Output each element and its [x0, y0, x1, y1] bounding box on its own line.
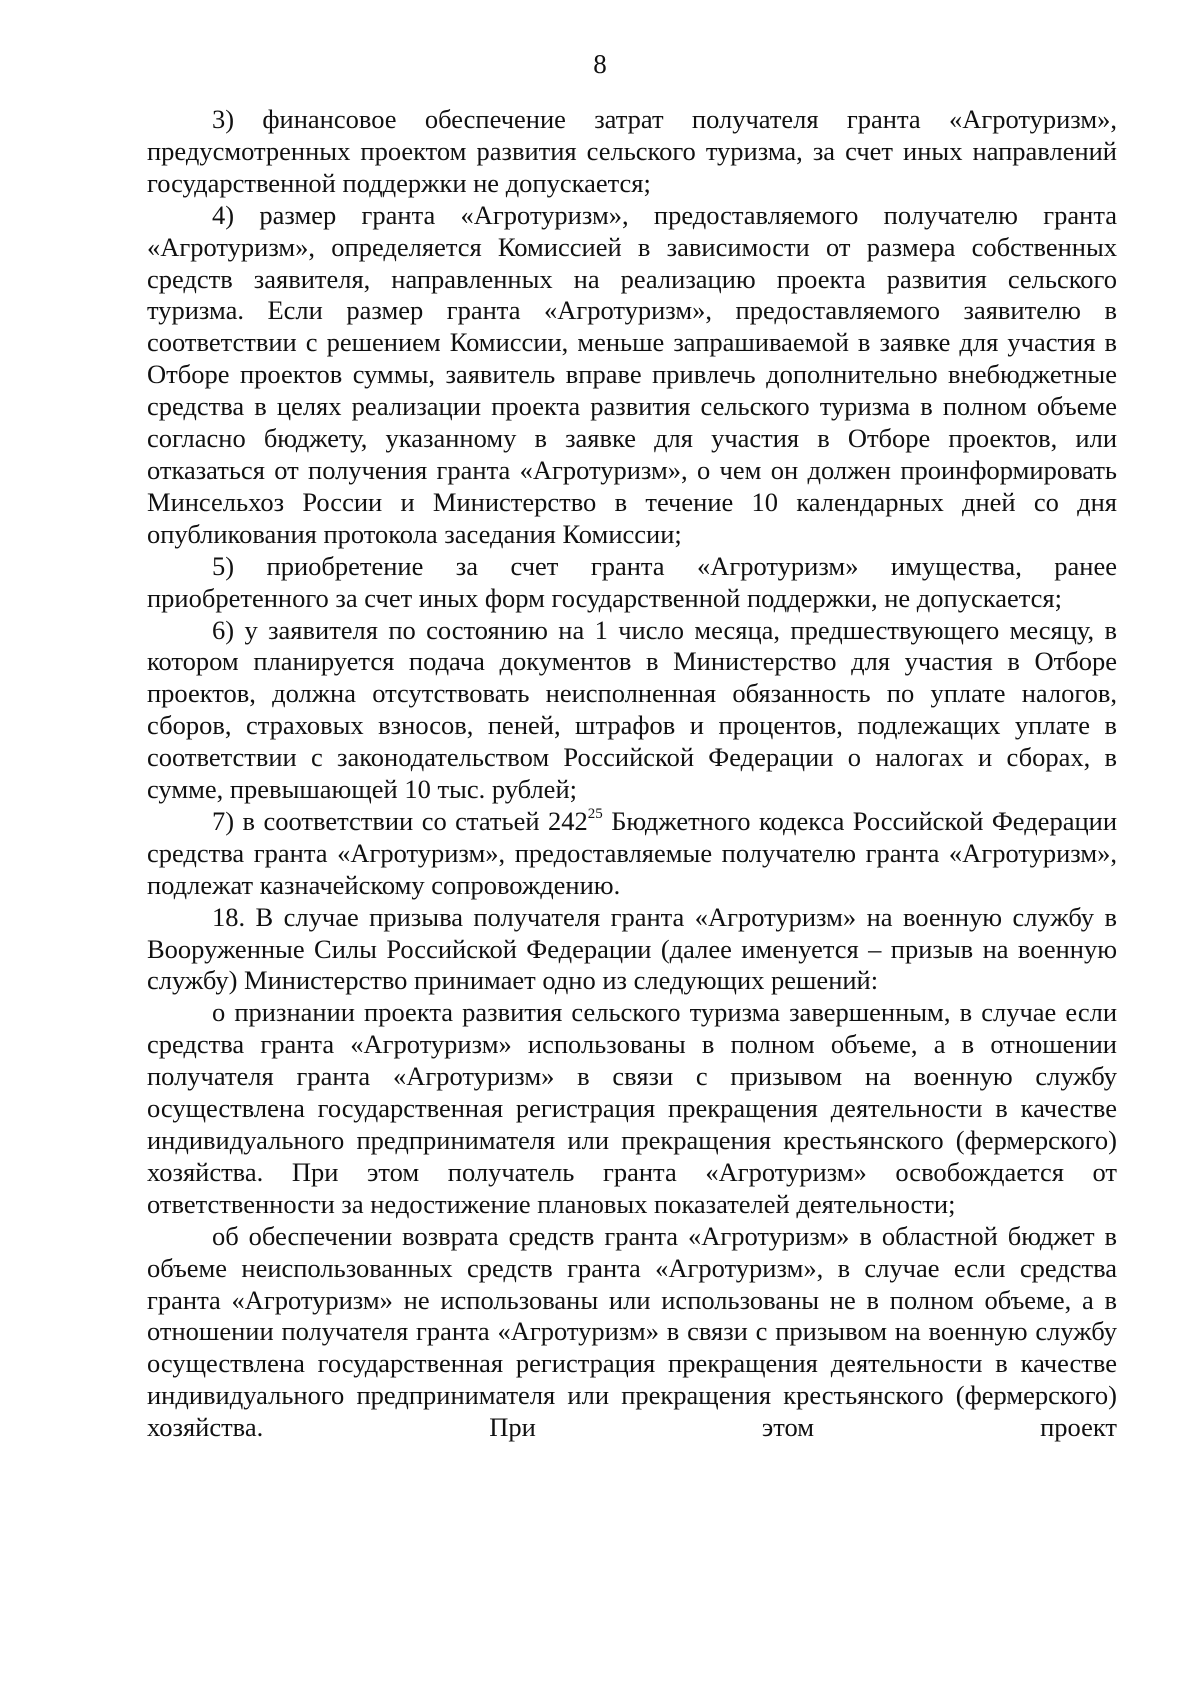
paragraph-item-5: 5) приобретение за счет гранта «Агротуризм» имущества, ранее приобретенного за счет иных форм государственной поддержки, не допускается; — [147, 550, 1117, 613]
paragraph-clause-18: 18. В случае призыва получателя гранта «Агротуризм» на военную службу в Вооруженные Силы Российской Федерации (далее именуется – призыв на военную службу) Министерство принимает одно из следующих решений: — [147, 901, 1117, 996]
document-body — [147, 104, 1117, 1444]
paragraph-item-7 — [147, 806, 1117, 902]
paragraph-item-7-end: Бюджетного кодекса Российской Федерации средства гранта «Агротуризм», предоставляемые получателю гранта «Агротуризм», подлежат казначейскому сопровождению. — [147, 805, 1118, 900]
page-number: 8 — [593, 49, 607, 79]
paragraph-item-4: 4) размер гранта «Агротуризм», предоставляемого получателю гранта «Агротуризм», определяется Комиссией в зависимости от размера собственных средств заявителя, направленных на реализацию проекта развития сельского туризма. Если размер гранта «Агротуризм», предоставляемого заявителю в соответствии с решением Комиссии, меньше запрашиваемой в заявке для участия в Отборе проектов суммы, заявитель вправе привлечь дополнительно внебюджетные средства в целях реализации проекта развития сельского туризма в полном объеме согласно бюджету, указанному в заявке для участия в Отборе проектов, или отказаться от получения гранта «Агротуризм», о чем он должен проинформировать Минсельхоз России и Министерство в течение 10 календарных дней со дня опубликования протокола заседания Комиссии; — [147, 199, 1117, 549]
article-superscript: 25 — [587, 806, 603, 823]
paragraph-item-6: 6) у заявителя по состоянию на 1 число месяца, предшествующего месяцу, в котором планируется подача документов в Министерство для участия в Отборе проектов, должна отсутствовать неисполненная обязанность по уплате налогов, сборов, страховых взносов, пеней, штрафов и процентов, подлежащих уплате в соответствии с законодательством Российской Федерации о налогах и сборах, в сумме, превышающей 10 тыс. рублей; — [147, 614, 1117, 805]
paragraph-decision-return: об обеспечении возврата средств гранта «Агротуризм» в областной бюджет в объеме неиспользованных средств гранта «Агротуризм», в случае если средства гранта «Агротуризм» не использованы или использованы не в полном объеме, а в отношении получателя гранта «Агротуризм» в связи с призывом на военную службу осуществлена государственная регистрация прекращения деятельности в качестве индивидуального предпринимателя или прекращения крестьянского (фермерского) хозяйства. При этом проект — [147, 1220, 1117, 1443]
paragraph-decision-completed: о признании проекта развития сельского туризма завершенным, в случае если средства гранта «Агротуризм» использованы в полном объеме, а в отношении получателя гранта «Агротуризм» в связи с призывом на военную службу осуществлена государственная регистрация прекращения деятельности в качестве индивидуального предпринимателя или прекращения крестьянского (фермерского) хозяйства. При этом получатель гранта «Агротуризм» освобождается от ответственности за недостижение плановых показателей деятельности; — [147, 997, 1117, 1219]
paragraph-item-3: 3) финансовое обеспечение затрат получателя гранта «Агротуризм», предусмотренных проектом развития сельского туризма, за счет иных направлений государственной поддержки не допускается; — [147, 104, 1117, 198]
paragraph-item-7-start: 7) в соответствии со статьей 242 — [212, 805, 588, 836]
